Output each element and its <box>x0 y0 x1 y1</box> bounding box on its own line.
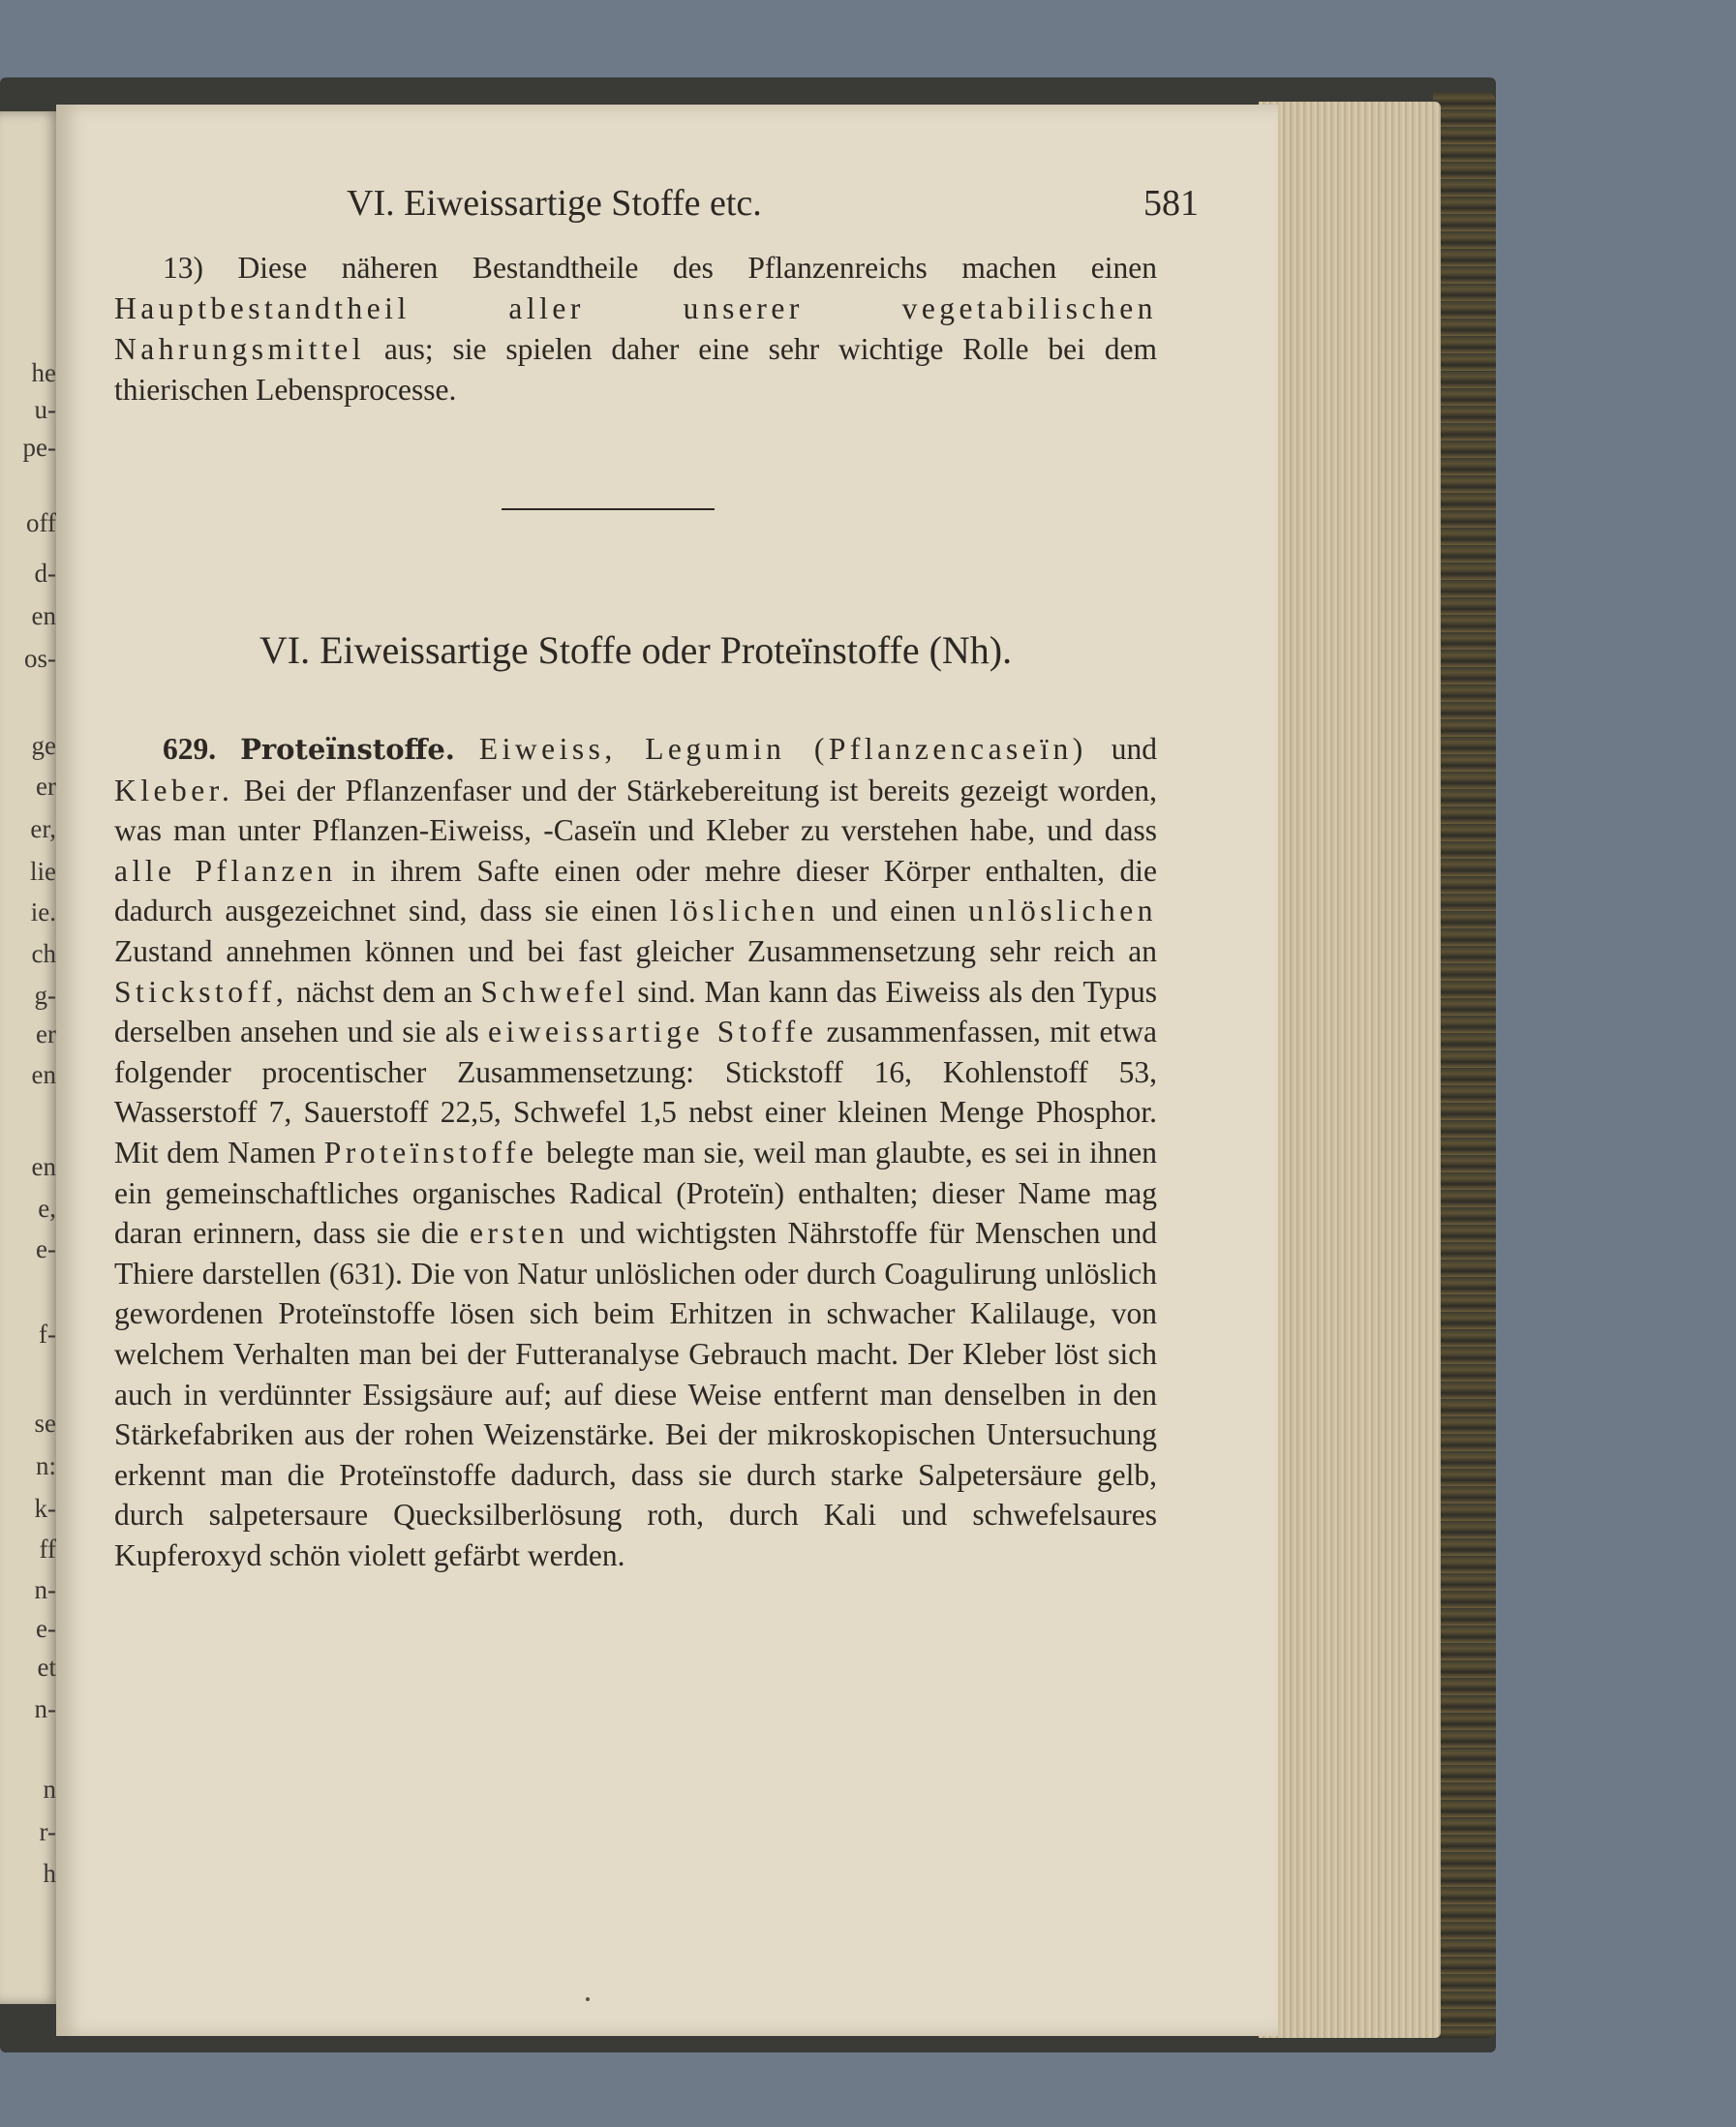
spaced-term: Stickstoff, <box>114 974 289 1009</box>
body-text: und einen <box>818 894 969 928</box>
left-fragment: e- <box>36 1234 56 1263</box>
spaced-term: eiweissartige Stoffe <box>488 1015 818 1049</box>
footnote-text-2: aus; sie spielen daher eine sehr wichtige Rolle bei dem thierischen Lebensprocesse. <box>114 332 1157 407</box>
left-fragment: se <box>34 1409 56 1438</box>
running-title: VI. Eiweissartige Stoffe etc. <box>347 183 762 224</box>
left-fragment: er <box>36 772 56 801</box>
page-number: 581 <box>1143 183 1199 224</box>
footnote <box>114 248 1157 410</box>
spaced-term: löslichen <box>669 894 819 928</box>
footnote-spaced-text: Hauptbestandtheil aller unserer vegetabilischen Nahrungsmittel <box>114 291 1157 366</box>
footnote-text-1: 13) Diese näheren Bestandtheile des Pflanzenreichs machen einen <box>163 251 1157 285</box>
left-fragment: n- <box>34 1694 56 1723</box>
spaced-term: alle Pflanzen <box>114 853 337 888</box>
left-fragment: er <box>36 1019 56 1048</box>
left-fragment: ge <box>31 731 56 760</box>
paragraph-629 <box>114 729 1157 1575</box>
left-fragment: os- <box>24 644 56 673</box>
left-fragment: k- <box>34 1494 56 1523</box>
spaced-term: unlöslichen <box>968 894 1157 928</box>
left-fragment: ch <box>31 939 56 968</box>
book-page <box>56 105 1278 2036</box>
spaced-term: Eiweiss, Legumin (Pflanzencaseïn) <box>478 732 1087 766</box>
left-fragment: u- <box>34 395 56 424</box>
left-fragment: lie <box>30 857 56 886</box>
body-text: in ihrem Safte einen oder mehre dieser Körper enthalten, die dadurch ausgezeichnet sind, dass sie einen <box>114 853 1157 928</box>
running-header <box>347 182 1199 230</box>
body-text: Bei der Pflanzenfaser und der Stärkebereitung ist bereits gezeigt worden, was man unter Pflanzen-Eiweiss, -Caseïn und Kleber zu verstehen habe, und dass <box>114 773 1157 848</box>
body-text: und <box>1086 732 1157 766</box>
body-text: sind. Man kann das Eiweiss als den Typus derselben ansehen und sie als <box>114 974 1157 1049</box>
left-fragment: d- <box>34 559 56 588</box>
body-text: und wichtigsten Nährstoffe für Menschen und Thiere darstellen (631). Die von Natur unlöslichen oder durch Coagulirung unlöslich gewordenen Proteïnstoffe lösen sich beim Erhitzen in schwacher Kalilauge, von welchem Verhalten man bei der Futteranalyse Gebrauch macht. Der Kleber löst sich auch in verdünnter Essigsäure auf; auf diese Weise entfernt man denselben in den Stärkefabriken aus der rohen Weizenstärke. Bei der mikroskopischen Untersuchung erkennt man die Proteïnstoffe dadurch, dass sie durch starke Salpetersäure gelb, durch salpetersaure Quecksilberlösung roth, durch Kali und schwefelsaures Kupferoxyd schön violett gefärbt werden. <box>114 1216 1157 1572</box>
page-edges <box>1259 102 1441 2038</box>
spaced-term: Kleber. <box>114 773 234 807</box>
section-divider <box>502 508 715 510</box>
left-fragment: off <box>26 508 56 537</box>
book-back-cover <box>1433 92 1496 2038</box>
left-fragment: en <box>31 1060 56 1089</box>
left-fragment: f- <box>39 1320 56 1349</box>
section-heading: VI. Eiweissartige Stoffe oder Proteïnstoffe (Nh). <box>259 628 1013 672</box>
body-text: Zustand annehmen können und bei fast gleicher Zusammensetzung sehr reich an <box>114 933 1157 968</box>
left-fragment: er, <box>30 814 56 843</box>
left-fragment: n: <box>35 1451 56 1480</box>
paragraph-keyword: Proteïnstoffe. <box>240 733 455 766</box>
left-fragment: n <box>43 1775 56 1804</box>
left-fragment: pe- <box>22 433 56 462</box>
body-text: belegte man sie, weil man glaubte, es sei in ihnen ein gemeinschaftliches organisches Radical (Proteïn) enthalten; dieser Name mag daran erinnern, dass sie die <box>114 1135 1157 1251</box>
body-text: zusammenfassen, mit etwa folgender procentischer Zusammensetzung: Stickstoff 16, Kohlenstoff 53, Wasserstoff 7, Sauerstoff 22,5, Schwefel 1,5 nebst einer kleinen Menge Phosphor. Mit dem Namen <box>114 1015 1157 1170</box>
left-page-edge <box>0 111 60 2004</box>
left-fragment: ie. <box>30 897 56 927</box>
left-fragment: en <box>31 1152 56 1181</box>
spaced-term: ersten <box>469 1216 569 1251</box>
left-fragment: et <box>37 1653 56 1682</box>
left-fragment: n- <box>34 1575 56 1604</box>
spaced-term: Schwefel <box>480 974 629 1009</box>
left-fragment: he <box>31 358 56 387</box>
left-fragment: g- <box>34 981 56 1010</box>
left-fragment: r- <box>39 1817 56 1846</box>
body-text: nächst dem an <box>288 974 481 1009</box>
page-speck <box>586 1997 590 2001</box>
left-fragment: ff <box>39 1534 56 1564</box>
paragraph-number: 629. <box>163 732 217 766</box>
spaced-term: Proteïnstoffe <box>323 1135 538 1170</box>
left-fragment: e, <box>38 1194 56 1223</box>
left-fragment: h <box>43 1859 56 1888</box>
left-fragment: en <box>31 601 56 630</box>
left-fragment: e- <box>36 1614 56 1643</box>
